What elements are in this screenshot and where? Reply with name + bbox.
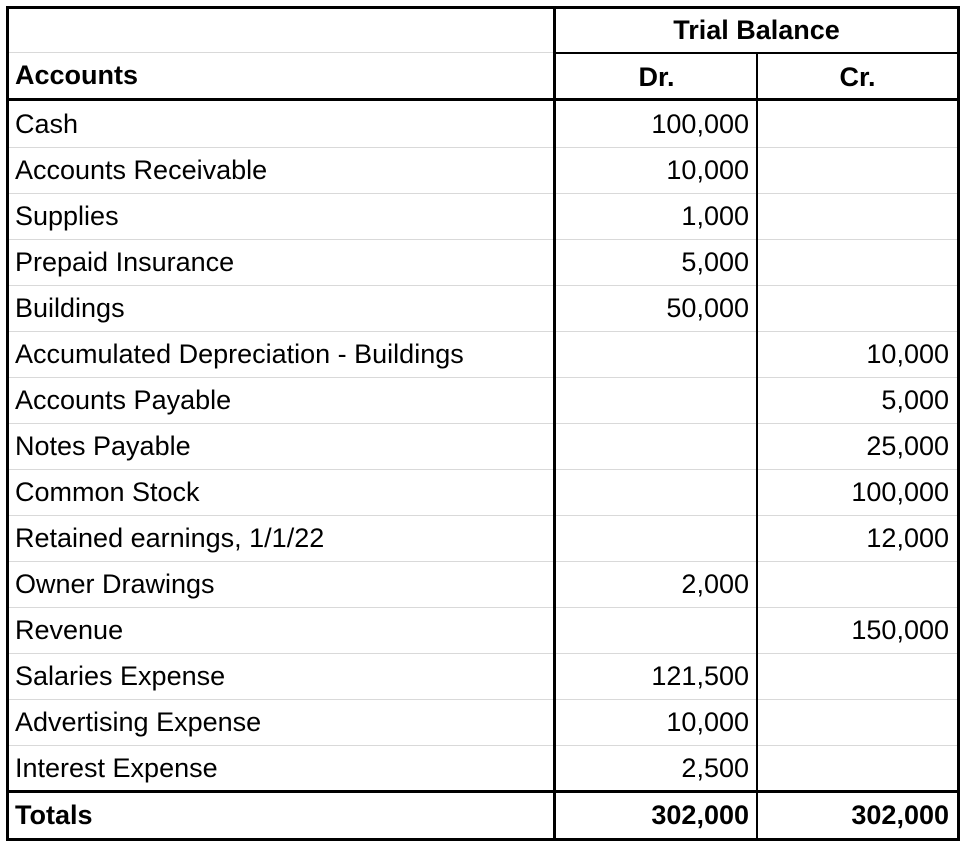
accounts-column-header: Accounts xyxy=(15,59,139,90)
credit-amount-cell xyxy=(762,653,949,699)
credit-amount-cell: 10,000 xyxy=(866,338,949,369)
row-gridline xyxy=(8,469,958,470)
row-gridline xyxy=(8,239,958,240)
debit-amount-cell: 2,000 xyxy=(681,568,749,599)
credit-amount-cell xyxy=(762,285,949,331)
row-gridline xyxy=(8,561,958,562)
row-gridline xyxy=(8,653,958,654)
row-gridline xyxy=(8,423,958,424)
credit-amount-cell: 12,000 xyxy=(866,522,949,553)
debit-amount-cell: 121,500 xyxy=(651,660,749,691)
debit-amount-cell xyxy=(560,423,749,469)
account-name-cell: Prepaid Insurance xyxy=(15,246,235,277)
row-gridline xyxy=(8,515,958,516)
credit-amount-cell: 100,000 xyxy=(851,476,949,507)
credit-amount-cell xyxy=(762,699,949,745)
debit-amount-cell: 10,000 xyxy=(666,154,749,185)
debit-amount-cell: 100,000 xyxy=(651,108,749,139)
table-border-bottom xyxy=(6,838,960,841)
accounts-column-divider xyxy=(553,6,556,840)
row-gridline xyxy=(8,607,958,608)
account-name-cell: Accounts Payable xyxy=(15,384,232,415)
credit-amount-cell: 5,000 xyxy=(881,384,949,415)
account-name-cell: Accumulated Depreciation - Buildings xyxy=(15,338,464,369)
credit-amount-cell xyxy=(762,239,949,285)
debit-amount-cell: 5,000 xyxy=(681,246,749,277)
table-border-right xyxy=(957,6,960,840)
account-name-cell: Notes Payable xyxy=(15,430,191,461)
totals-credit-cell: 302,000 xyxy=(851,799,949,830)
account-name-cell: Salaries Expense xyxy=(15,660,226,691)
row-gridline xyxy=(8,193,958,194)
debit-amount-cell xyxy=(560,331,749,377)
row-gridline xyxy=(8,699,958,700)
account-name-cell: Retained earnings, 1/1/22 xyxy=(15,522,325,553)
account-name-cell: Advertising Expense xyxy=(15,706,262,737)
debit-amount-cell xyxy=(560,377,749,423)
credit-amount-cell xyxy=(762,193,949,239)
debit-credit-divider xyxy=(756,52,758,840)
debit-amount-cell xyxy=(560,607,749,653)
debit-amount-cell: 10,000 xyxy=(666,706,749,737)
account-name-cell: Revenue xyxy=(15,614,124,645)
account-name-cell: Owner Drawings xyxy=(15,568,215,599)
credit-amount-cell xyxy=(762,745,949,791)
credit-amount-cell: 25,000 xyxy=(866,430,949,461)
table-border-left xyxy=(6,6,9,840)
row-gridline xyxy=(8,745,958,746)
credit-amount-cell xyxy=(762,147,949,193)
account-name-cell: Supplies xyxy=(15,200,119,231)
debit-amount-cell: 2,500 xyxy=(681,752,749,783)
credit-column-header: Cr. xyxy=(839,61,876,92)
account-name-cell: Buildings xyxy=(15,292,125,323)
debit-amount-cell xyxy=(560,515,749,561)
credit-amount-cell xyxy=(762,561,949,607)
account-name-cell: Interest Expense xyxy=(15,752,218,783)
credit-amount-cell xyxy=(762,101,949,147)
header-gridline xyxy=(8,52,554,53)
row-gridline xyxy=(8,331,958,332)
credit-amount-cell: 150,000 xyxy=(851,614,949,645)
account-name-cell: Accounts Receivable xyxy=(15,154,268,185)
table-border-top xyxy=(6,6,960,9)
debit-amount-cell xyxy=(560,469,749,515)
debit-amount-cell: 1,000 xyxy=(681,200,749,231)
account-name-cell: Common Stock xyxy=(15,476,200,507)
row-gridline xyxy=(8,377,958,378)
debit-column-header: Dr. xyxy=(638,61,675,92)
row-gridline xyxy=(8,285,958,286)
trial-balance-header: Trial Balance xyxy=(673,14,840,45)
row-gridline xyxy=(8,147,958,148)
header-bottom-rule xyxy=(6,98,960,101)
totals-label: Totals xyxy=(15,799,93,830)
totals-debit-cell: 302,000 xyxy=(651,799,749,830)
account-name-cell: Cash xyxy=(15,108,79,139)
totals-top-rule xyxy=(6,790,960,793)
debit-amount-cell: 50,000 xyxy=(666,292,749,323)
